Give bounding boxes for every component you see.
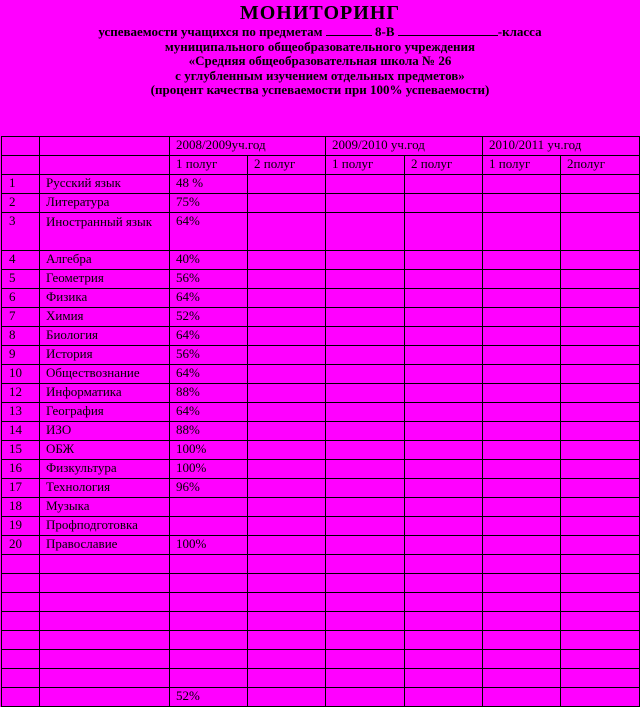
empty-cell <box>483 460 561 479</box>
quality-value: 64% <box>170 289 248 308</box>
empty-cell <box>248 612 326 631</box>
row-number: 15 <box>2 441 40 460</box>
empty-cell <box>170 574 248 593</box>
empty-cell <box>483 593 561 612</box>
subject-name: Литература <box>40 194 170 213</box>
row-number: 2 <box>2 194 40 213</box>
empty-cell <box>326 612 405 631</box>
half-header: 1 полуг <box>483 156 561 175</box>
row-number: 3 <box>2 213 40 251</box>
empty-cell <box>326 669 405 688</box>
empty-cell <box>248 650 326 669</box>
empty-cell <box>405 422 483 441</box>
header-line-5: (процент качества успеваемости при 100% успеваемости) <box>150 82 490 98</box>
empty-cell <box>561 536 640 555</box>
empty-cell <box>326 650 405 669</box>
empty-cell <box>2 593 40 612</box>
empty-cell <box>326 270 405 289</box>
quality-value: 52% <box>170 308 248 327</box>
empty-cell <box>483 498 561 517</box>
quality-value: 64% <box>170 213 248 251</box>
table-row <box>2 213 640 251</box>
row-number: 19 <box>2 517 40 536</box>
empty-cell <box>405 688 483 707</box>
empty-cell <box>483 441 561 460</box>
empty-cell <box>248 251 326 270</box>
empty-cell <box>561 612 640 631</box>
row-number: 8 <box>2 327 40 346</box>
empty-cell <box>561 327 640 346</box>
empty-cell <box>405 650 483 669</box>
row-number: 18 <box>2 498 40 517</box>
table-row <box>2 479 640 498</box>
empty-cell <box>561 213 640 251</box>
subject-name: Обществознание <box>40 365 170 384</box>
empty-cell <box>561 650 640 669</box>
empty-cell <box>483 574 561 593</box>
empty-cell <box>248 688 326 707</box>
empty-cell <box>561 403 640 422</box>
subject-name: ОБЖ <box>40 441 170 460</box>
subject-name: Музыка <box>40 498 170 517</box>
quality-value: 56% <box>170 270 248 289</box>
subtitle-prefix: успеваемости учащихся по предметам <box>98 24 323 39</box>
empty-cell <box>40 669 170 688</box>
table-row <box>2 536 640 555</box>
table-row <box>2 498 640 517</box>
empty-cell <box>326 213 405 251</box>
empty-cell <box>248 308 326 327</box>
empty-cell <box>40 631 170 650</box>
header-cell-empty <box>40 156 170 175</box>
empty-cell <box>405 669 483 688</box>
empty-cell <box>326 403 405 422</box>
empty-cell <box>561 422 640 441</box>
monitoring-table <box>1 136 640 707</box>
empty-cell <box>326 498 405 517</box>
empty-cell <box>326 365 405 384</box>
empty-cell <box>561 251 640 270</box>
empty-cell <box>405 612 483 631</box>
table-row <box>2 308 640 327</box>
empty-cell <box>40 555 170 574</box>
subject-name: История <box>40 346 170 365</box>
table-row <box>2 403 640 422</box>
empty-cell <box>483 365 561 384</box>
table-row <box>2 422 640 441</box>
empty-cell <box>40 650 170 669</box>
empty-cell <box>405 403 483 422</box>
half-header-row <box>2 156 640 175</box>
empty-cell <box>483 688 561 707</box>
row-number: 17 <box>2 479 40 498</box>
class-value: 8-В <box>375 24 395 39</box>
row-number: 16 <box>2 460 40 479</box>
empty-cell <box>483 384 561 403</box>
empty-cell <box>248 555 326 574</box>
empty-cell <box>405 365 483 384</box>
empty-cell <box>248 289 326 308</box>
empty-cell <box>248 346 326 365</box>
year-header: 2010/2011 уч.год <box>483 137 640 156</box>
empty-cell <box>248 631 326 650</box>
empty-cell <box>561 270 640 289</box>
quality-value: 88% <box>170 422 248 441</box>
row-number: 20 <box>2 536 40 555</box>
table-row <box>2 346 640 365</box>
empty-cell <box>326 346 405 365</box>
subject-name: Информатика <box>40 384 170 403</box>
empty-cell <box>248 384 326 403</box>
empty-cell <box>40 574 170 593</box>
empty-cell <box>405 213 483 251</box>
empty-cell <box>405 593 483 612</box>
empty-cell <box>326 460 405 479</box>
empty-cell <box>561 688 640 707</box>
empty-cell <box>2 631 40 650</box>
empty-cell <box>248 175 326 194</box>
empty-cell <box>326 251 405 270</box>
empty-cell <box>405 517 483 536</box>
header-line-4: с углубленным изучением отдельных предметов» <box>175 67 465 83</box>
empty-cell <box>405 346 483 365</box>
empty-cell <box>2 555 40 574</box>
empty-cell <box>483 194 561 213</box>
empty-cell <box>561 479 640 498</box>
class-blank <box>398 24 498 36</box>
subject-name: Технология <box>40 479 170 498</box>
quality-value: 75% <box>170 194 248 213</box>
empty-cell <box>326 593 405 612</box>
empty-cell <box>248 593 326 612</box>
empty-cell <box>170 555 248 574</box>
empty-cell <box>248 365 326 384</box>
empty-cell <box>483 631 561 650</box>
empty-cell <box>248 422 326 441</box>
empty-cell <box>561 175 640 194</box>
empty-cell <box>326 175 405 194</box>
table-row <box>2 270 640 289</box>
quality-value: 64% <box>170 365 248 384</box>
subject-name: Геометрия <box>40 270 170 289</box>
subject-name: Физика <box>40 289 170 308</box>
header-cell-empty <box>40 137 170 156</box>
empty-cell <box>561 460 640 479</box>
empty-cell <box>561 669 640 688</box>
subject-name: Иностранный язык <box>40 213 170 251</box>
row-number: 13 <box>2 403 40 422</box>
row-number: 6 <box>2 289 40 308</box>
subject-blank <box>326 24 372 36</box>
subject-name: География <box>40 403 170 422</box>
row-number: 10 <box>2 365 40 384</box>
table-row <box>2 175 640 194</box>
empty-cell <box>326 631 405 650</box>
empty-cell <box>483 346 561 365</box>
quality-value: 100% <box>170 460 248 479</box>
half-header: 1 полуг <box>170 156 248 175</box>
empty-cell <box>561 384 640 403</box>
empty-row <box>2 612 640 631</box>
empty-cell <box>405 175 483 194</box>
header-line-1: успеваемости учащихся по предметам 8-В -класса <box>98 24 542 39</box>
empty-cell <box>326 327 405 346</box>
row-number: 4 <box>2 251 40 270</box>
empty-cell <box>405 631 483 650</box>
header-cell-empty <box>2 156 40 175</box>
header-cell-empty <box>2 137 40 156</box>
empty-cell <box>2 688 40 707</box>
subject-name: Православие <box>40 536 170 555</box>
quality-value <box>170 498 248 517</box>
empty-cell <box>248 498 326 517</box>
empty-cell <box>170 650 248 669</box>
table-row <box>2 251 640 270</box>
half-header: 2 полуг <box>248 156 326 175</box>
empty-row <box>2 593 640 612</box>
quality-value: 88% <box>170 384 248 403</box>
empty-cell <box>326 688 405 707</box>
subject-name: Русский язык <box>40 175 170 194</box>
empty-cell <box>326 194 405 213</box>
table-row <box>2 441 640 460</box>
subject-name: Биология <box>40 327 170 346</box>
quality-value: 64% <box>170 403 248 422</box>
empty-cell <box>483 555 561 574</box>
empty-cell <box>405 555 483 574</box>
quality-value <box>170 517 248 536</box>
row-number: 5 <box>2 270 40 289</box>
empty-cell <box>248 669 326 688</box>
empty-cell <box>405 270 483 289</box>
header-line-2: муниципального общеобразовательного учреждения <box>164 38 476 54</box>
empty-cell <box>561 308 640 327</box>
empty-cell <box>40 612 170 631</box>
empty-cell <box>483 479 561 498</box>
empty-cell <box>483 612 561 631</box>
year-header-row <box>2 137 640 156</box>
quality-value: 100% <box>170 536 248 555</box>
quality-value: 48 % <box>170 175 248 194</box>
empty-cell <box>248 327 326 346</box>
empty-cell <box>483 289 561 308</box>
empty-cell <box>483 517 561 536</box>
empty-cell <box>561 574 640 593</box>
empty-cell <box>170 612 248 631</box>
empty-cell <box>326 536 405 555</box>
empty-cell <box>170 593 248 612</box>
empty-cell <box>2 650 40 669</box>
empty-cell <box>326 289 405 308</box>
empty-cell <box>483 327 561 346</box>
empty-cell <box>405 194 483 213</box>
document-title: МОНИТОРИНГ <box>239 2 401 24</box>
subject-name: ИЗО <box>40 422 170 441</box>
empty-cell <box>561 593 640 612</box>
empty-cell <box>405 460 483 479</box>
subject-name: Физкультура <box>40 460 170 479</box>
empty-cell <box>2 669 40 688</box>
empty-cell <box>405 574 483 593</box>
header-line-3: «Средняя общеобразовательная школа № 26 <box>188 53 452 69</box>
empty-cell <box>248 574 326 593</box>
empty-cell <box>561 289 640 308</box>
empty-cell <box>248 479 326 498</box>
empty-cell <box>405 384 483 403</box>
empty-cell <box>561 555 640 574</box>
half-header: 1 полуг <box>326 156 405 175</box>
empty-cell <box>170 669 248 688</box>
total-row <box>2 688 640 707</box>
empty-cell <box>248 460 326 479</box>
empty-cell <box>405 289 483 308</box>
empty-cell <box>483 536 561 555</box>
empty-cell <box>170 631 248 650</box>
empty-cell <box>405 251 483 270</box>
empty-cell <box>405 308 483 327</box>
empty-cell <box>561 365 640 384</box>
empty-cell <box>561 346 640 365</box>
total-value: 52% <box>170 688 248 707</box>
empty-row <box>2 631 640 650</box>
empty-cell <box>561 498 640 517</box>
row-number: 1 <box>2 175 40 194</box>
quality-value: 96% <box>170 479 248 498</box>
half-header: 2 полуг <box>405 156 483 175</box>
empty-cell <box>561 194 640 213</box>
quality-value: 64% <box>170 327 248 346</box>
empty-cell <box>483 422 561 441</box>
empty-cell <box>248 441 326 460</box>
table-row <box>2 327 640 346</box>
empty-cell <box>326 555 405 574</box>
empty-cell <box>40 593 170 612</box>
empty-cell <box>2 574 40 593</box>
row-number: 7 <box>2 308 40 327</box>
row-number: 12 <box>2 384 40 403</box>
empty-cell <box>405 441 483 460</box>
empty-cell <box>248 536 326 555</box>
empty-cell <box>248 213 326 251</box>
table-row <box>2 194 640 213</box>
empty-cell <box>2 612 40 631</box>
empty-cell <box>405 479 483 498</box>
empty-cell <box>405 498 483 517</box>
empty-cell <box>248 517 326 536</box>
subject-name: Алгебра <box>40 251 170 270</box>
empty-cell <box>405 536 483 555</box>
empty-cell <box>483 251 561 270</box>
subject-name: Профподготовка <box>40 517 170 536</box>
empty-cell <box>248 403 326 422</box>
row-number: 14 <box>2 422 40 441</box>
empty-cell <box>561 517 640 536</box>
quality-value: 40% <box>170 251 248 270</box>
row-number: 9 <box>2 346 40 365</box>
empty-cell <box>248 270 326 289</box>
empty-cell <box>326 384 405 403</box>
quality-value: 100% <box>170 441 248 460</box>
empty-row <box>2 669 640 688</box>
empty-cell <box>326 479 405 498</box>
quality-value: 56% <box>170 346 248 365</box>
subject-name: Химия <box>40 308 170 327</box>
empty-cell <box>326 441 405 460</box>
year-header: 2009/2010 уч.год <box>326 137 483 156</box>
year-header: 2008/2009уч.год <box>170 137 326 156</box>
empty-cell <box>483 650 561 669</box>
empty-cell <box>326 517 405 536</box>
empty-cell <box>326 308 405 327</box>
empty-cell <box>326 422 405 441</box>
empty-row <box>2 574 640 593</box>
table-row <box>2 460 640 479</box>
empty-cell <box>561 631 640 650</box>
empty-cell <box>483 175 561 194</box>
empty-row <box>2 650 640 669</box>
empty-cell <box>483 213 561 251</box>
table-row <box>2 365 640 384</box>
document-header <box>0 2 640 98</box>
empty-row <box>2 555 640 574</box>
empty-cell <box>483 403 561 422</box>
empty-cell <box>326 574 405 593</box>
half-header: 2полуг <box>561 156 640 175</box>
empty-cell <box>483 308 561 327</box>
subtitle-suffix: класса <box>502 24 542 39</box>
empty-cell <box>483 270 561 289</box>
table-row <box>2 384 640 403</box>
empty-cell <box>561 441 640 460</box>
empty-cell <box>40 688 170 707</box>
empty-cell <box>248 194 326 213</box>
empty-cell <box>405 327 483 346</box>
table-row <box>2 517 640 536</box>
empty-cell <box>483 669 561 688</box>
table-row <box>2 289 640 308</box>
